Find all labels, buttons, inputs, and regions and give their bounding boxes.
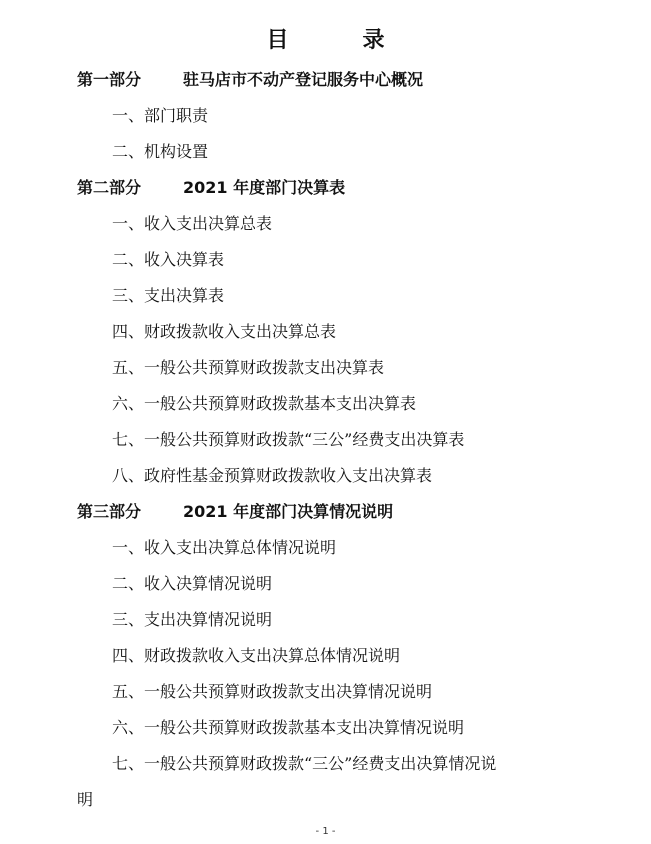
- toc-item: 六、一般公共预算财政拨款基本支出决算情况说明: [112, 718, 465, 737]
- section-name: 驻马店市不动产登记服务中心概况: [183, 70, 424, 89]
- section-part-label: 第一部分: [77, 70, 142, 89]
- toc-item: 四、财政拨款收入支出决算总体情况说明: [112, 646, 401, 665]
- toc-section-2: [0, 170, 651, 494]
- toc-item: 二、收入决算情况说明: [112, 574, 273, 593]
- toc-item: 二、收入决算表: [112, 250, 225, 269]
- page-title: 目 录: [266, 28, 411, 53]
- toc-item: 七、一般公共预算财政拨款“三公”经费支出决算情况说: [112, 754, 497, 773]
- toc-item: 四、财政拨款收入支出决算总表: [112, 322, 337, 341]
- section-name: 2021 年度部门决算情况说明: [183, 502, 394, 521]
- toc-item: 五、一般公共预算财政拨款支出决算表: [112, 358, 385, 377]
- section-part-label: 第二部分: [77, 178, 142, 197]
- section-heading: [0, 62, 651, 98]
- toc-section-1: [0, 62, 651, 170]
- toc-item: 八、政府性基金预算财政拨款收入支出决算表: [112, 466, 433, 485]
- table-of-contents: [0, 62, 651, 818]
- section-name: 2021 年度部门决算表: [183, 178, 346, 197]
- toc-item: 一、收入支出决算总体情况说明: [112, 538, 337, 557]
- section-heading: [0, 170, 651, 206]
- section-part-label: 第三部分: [77, 502, 142, 521]
- toc-item: 一、收入支出决算总表: [112, 214, 273, 233]
- toc-item: 七、一般公共预算财政拨款“三公”经费支出决算表: [112, 430, 465, 449]
- toc-item: 一、部门职责: [112, 106, 209, 125]
- toc-item: 三、支出决算情况说明: [112, 610, 273, 629]
- toc-item: 六、一般公共预算财政拨款基本支出决算表: [112, 394, 417, 413]
- toc-section-3: [0, 494, 651, 818]
- toc-item-continuation: 明: [77, 790, 94, 809]
- toc-item: 二、机构设置: [112, 142, 209, 161]
- toc-item: 三、支出决算表: [112, 286, 225, 305]
- section-heading: [0, 494, 651, 530]
- page-number: - 1 -: [315, 826, 336, 837]
- toc-item: 五、一般公共预算财政拨款支出决算情况说明: [112, 682, 433, 701]
